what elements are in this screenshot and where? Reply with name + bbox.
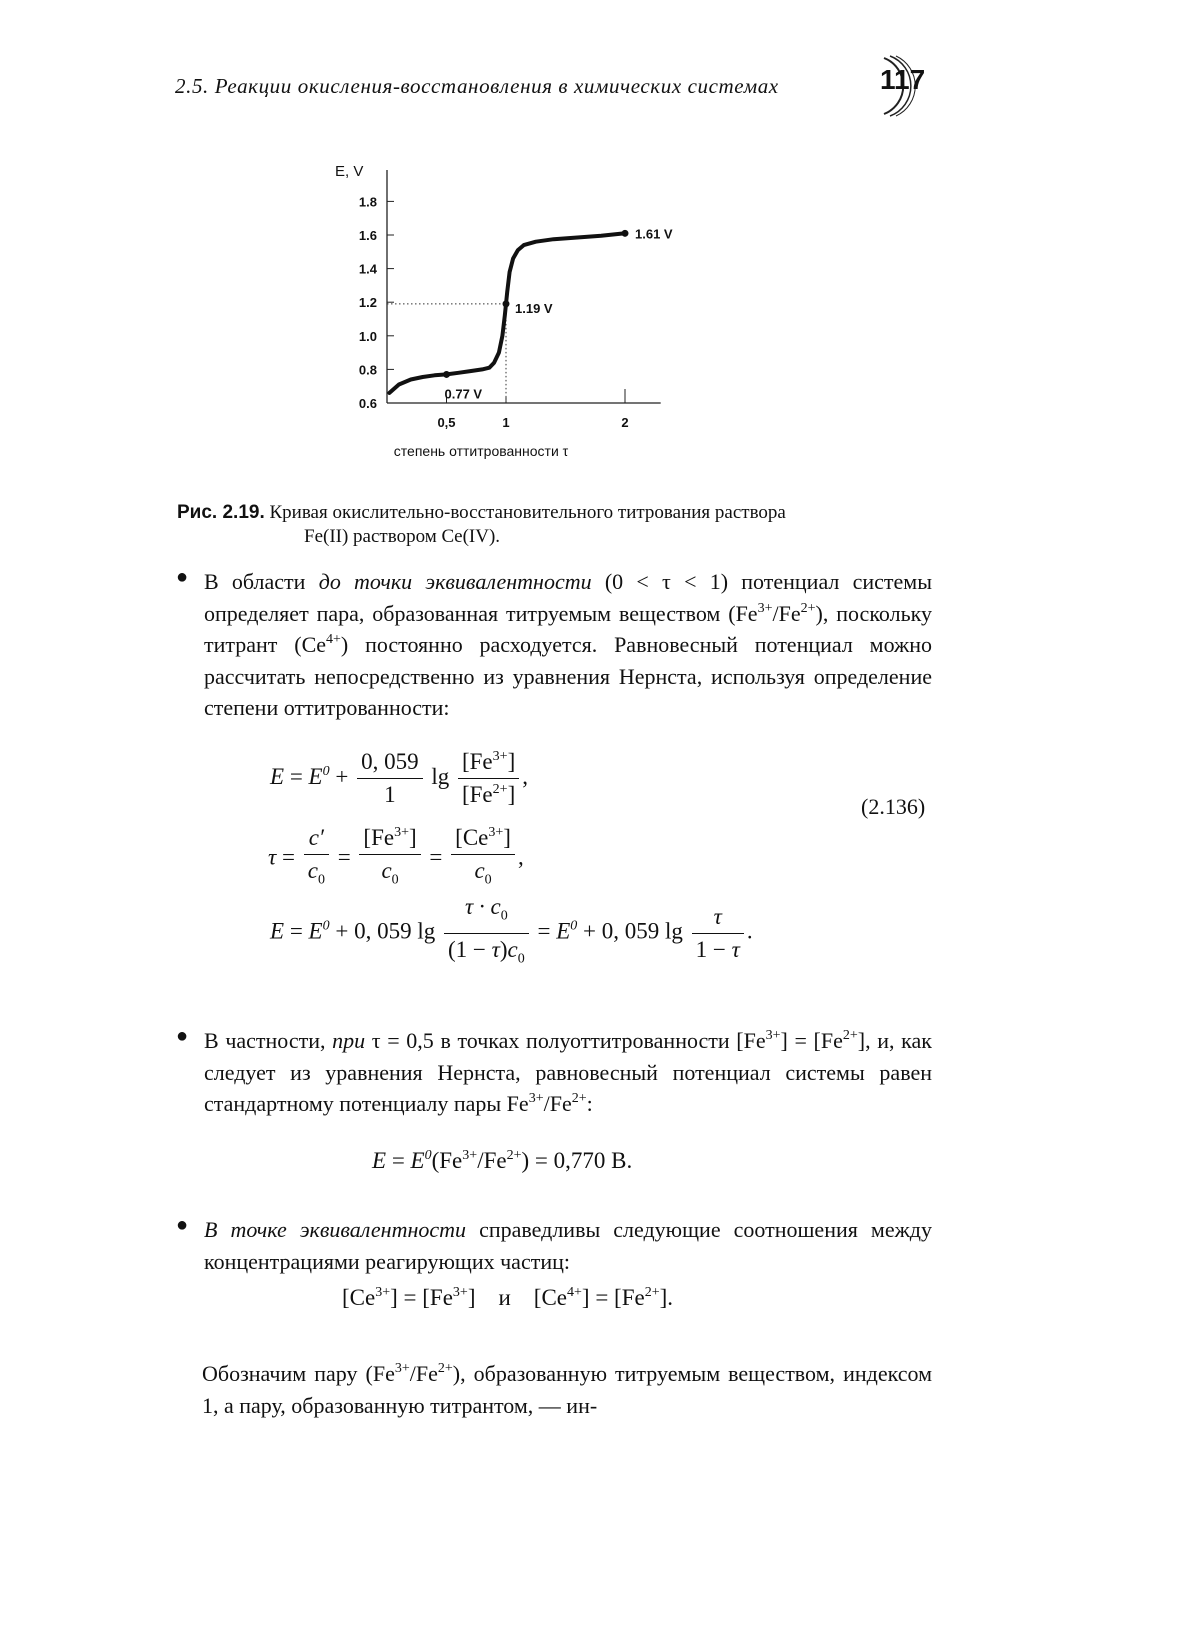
y-tick-label: 0.6 bbox=[358, 396, 377, 411]
equation-standard-potential: $E = E^0(Fe^{3+}/Fe^{2+}) = 0,770$ В. bbox=[372, 1148, 633, 1173]
paragraph-notation: Обозначим пару $(Fe^{3+}/Fe^{2+})$, образованную титруемым веществом, индексом 1, а пару, образованную титрантом, — ин- bbox=[202, 1361, 932, 1418]
data-point-label: 1.61 V bbox=[635, 226, 673, 242]
caption-line-2: Fe(II) раствором Ce(IV). bbox=[304, 526, 501, 547]
titration-curve bbox=[389, 233, 625, 393]
page-number: 117 bbox=[880, 64, 926, 95]
y-tick-label: 1.8 bbox=[358, 194, 377, 210]
equation-number: (2.136) bbox=[861, 794, 926, 819]
data-point bbox=[443, 371, 450, 378]
caption-line-1: Кривая окислительно-восстановительного титрования раствора bbox=[269, 502, 786, 523]
titration-chart bbox=[330, 158, 700, 463]
x-tick-label: 0,5 bbox=[437, 415, 456, 430]
equation-concentrations: $[Ce^{3+}] = [Fe^{3+}]$ и $[Ce^{4+}] = [Fe^{2+}]$. bbox=[342, 1285, 674, 1310]
y-tick-label: 0.8 bbox=[358, 362, 377, 378]
y-axis-label: E, V bbox=[335, 163, 364, 180]
x-axis-label: степень оттитрованности τ bbox=[393, 443, 569, 459]
data-point bbox=[503, 300, 510, 307]
figure-label: Рис. 2.19. bbox=[177, 502, 265, 523]
bullet-3: ● bbox=[176, 1214, 189, 1236]
equation-tau: τ = $\frac{c'}{c_0}$ = $\frac{[Fe^{3+}]}{c_0}$ = $\frac{[Ce^{3+}]}{c_0}$ , bbox=[268, 825, 524, 888]
data-point bbox=[622, 230, 629, 237]
x-tick-label: 2 bbox=[621, 415, 629, 430]
running-header: 2.5. Реакции окисления-восстановления в химических системах bbox=[175, 74, 779, 98]
paragraph-equivalence-point: В точке эквивалентности справедливы следующие соотношения между концентрациями реагирующих частиц: bbox=[204, 1217, 932, 1274]
data-point-label: 0.77 V bbox=[444, 386, 483, 402]
bullet-2: ● bbox=[176, 1025, 189, 1047]
x-tick-label: 1 bbox=[502, 415, 510, 430]
y-tick-label: 1.4 bbox=[358, 261, 377, 277]
figure-caption bbox=[177, 501, 937, 549]
paragraph-before-equivalence: В области до точки эквивалентности (0 < τ < 1) потенциал системы определяет пара, образованная титруемым веществом $(Fe^{3+}/Fe^{2+})$, поскольку титрант $(Ce^{4+})$ постоянно расходуется. Равновесный потенциал можно рассчитать непосредственно из уравнения Нернста, используя определение степени оттитрованности: bbox=[204, 569, 933, 720]
paragraph-half-titration: В частности, при τ = 0,5 в точках полуоттитрованности $[Fe^{3+}] = [Fe^{2+}]$, и, как следует из уравнения Нернста, равновесный потенциал системы равен стандартному потенциалу пары $Fe^{3+}/Fe^{2+}$: bbox=[204, 1028, 932, 1116]
y-tick-label: 1.6 bbox=[358, 228, 377, 243]
equation-potential-tau: $E = E^0 + 0$, 059 lg $\frac{\tau \cdot c_0}{(1 - \tau)c_0}$ = $E^0 + 0$, 059 lg $\frac{\tau}{1 - \tau}$ . bbox=[270, 894, 753, 967]
y-tick-label: 1.0 bbox=[358, 328, 377, 344]
y-tick-label: 1.2 bbox=[358, 295, 377, 311]
data-point-label: 1.19 V bbox=[515, 300, 553, 316]
equation-nernst: $E = E^0$ + $\frac{0, 059}{1}$ lg $\frac{[Fe^{3+}]}{[Fe^{2+}]}$ , bbox=[270, 749, 528, 807]
bullet-1: ● bbox=[176, 566, 189, 588]
